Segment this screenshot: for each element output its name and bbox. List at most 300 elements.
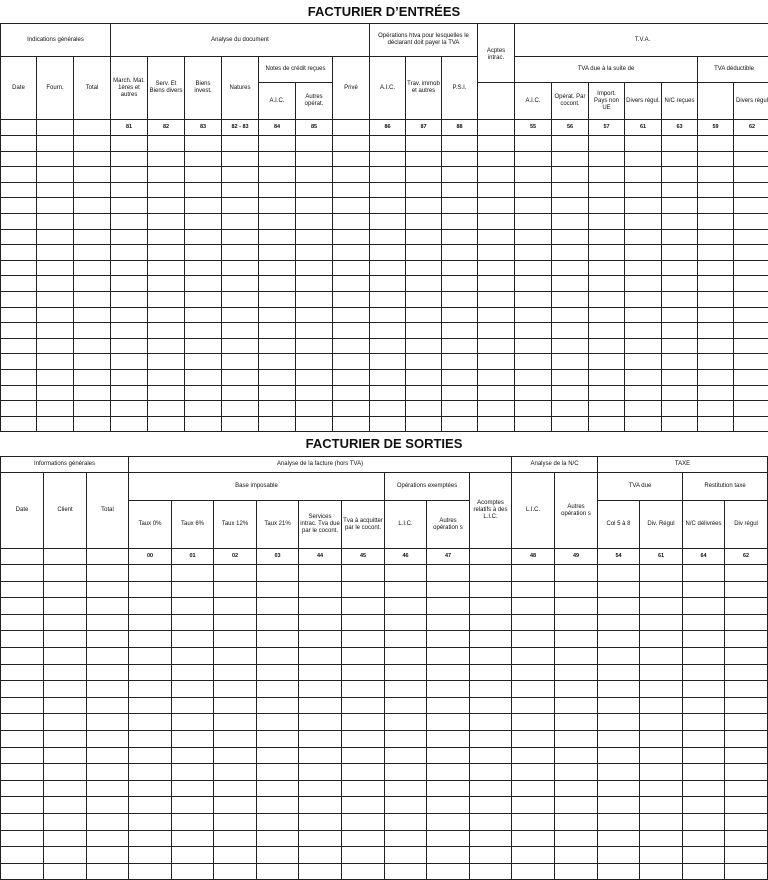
empty-cell — [598, 598, 640, 615]
empty-cell — [74, 213, 111, 229]
empty-cell — [148, 260, 185, 276]
empty-cell — [342, 797, 385, 814]
code-cell: 64 — [683, 549, 725, 565]
empty-cell — [478, 245, 515, 261]
empty-cell — [515, 416, 552, 432]
empty-cell — [296, 338, 333, 354]
empty-cell — [342, 614, 385, 631]
empty-cell — [1, 369, 37, 385]
empty-cell — [129, 764, 172, 781]
empty-cell — [1, 764, 44, 781]
empty-cell — [683, 614, 725, 631]
col-taux21: Taux 21% — [257, 501, 299, 549]
empty-cell — [172, 797, 214, 814]
empty-cell — [427, 681, 470, 698]
empty-cell — [296, 198, 333, 214]
empty-cell — [44, 647, 87, 664]
empty-cell — [515, 245, 552, 261]
empty-cell — [552, 136, 589, 152]
empty-cell — [725, 764, 768, 781]
empty-cell — [589, 307, 625, 323]
empty-cell — [725, 780, 768, 797]
empty-cell — [214, 847, 257, 864]
empty-cell — [148, 401, 185, 417]
empty-cell — [172, 813, 214, 830]
header-taxe: TAXE — [598, 457, 768, 473]
col-lic: L.I.C. — [385, 501, 427, 549]
empty-cell — [299, 830, 342, 847]
empty-cell — [725, 598, 768, 615]
empty-cell — [111, 369, 148, 385]
empty-cell — [44, 581, 87, 598]
empty-cell — [734, 198, 768, 214]
table-row — [1, 354, 768, 370]
empty-cell — [683, 581, 725, 598]
empty-cell — [333, 198, 370, 214]
empty-cell — [683, 764, 725, 781]
empty-cell — [406, 213, 442, 229]
empty-cell — [512, 714, 555, 731]
empty-cell — [698, 291, 734, 307]
empty-cell — [470, 730, 512, 747]
empty-cell — [555, 830, 598, 847]
empty-cell — [172, 764, 214, 781]
empty-cell — [598, 565, 640, 582]
empty-cell — [296, 213, 333, 229]
empty-cell — [37, 369, 74, 385]
empty-cell — [598, 614, 640, 631]
empty-cell — [370, 182, 406, 198]
code-cell: 03 — [257, 549, 299, 565]
empty-cell — [74, 416, 111, 432]
empty-cell — [640, 730, 683, 747]
empty-cell — [552, 260, 589, 276]
empty-cell — [470, 813, 512, 830]
empty-cell — [555, 598, 598, 615]
empty-cell — [589, 213, 625, 229]
empty-cell — [257, 598, 299, 615]
empty-cell — [148, 323, 185, 339]
empty-cell — [37, 323, 74, 339]
empty-cell — [87, 813, 129, 830]
empty-cell — [406, 354, 442, 370]
empty-cell — [698, 369, 734, 385]
empty-cell — [87, 797, 129, 814]
code-cell: 84 — [259, 120, 296, 136]
col-autres-operations: Autres opération s — [427, 501, 470, 549]
empty-cell — [259, 401, 296, 417]
empty-cell — [259, 369, 296, 385]
empty-cell — [299, 598, 342, 615]
empty-cell — [725, 664, 768, 681]
empty-cell — [734, 260, 768, 276]
empty-cell — [185, 182, 222, 198]
empty-cell — [259, 307, 296, 323]
empty-cell — [512, 764, 555, 781]
empty-cell — [299, 780, 342, 797]
empty-cell — [259, 182, 296, 198]
empty-cell — [515, 338, 552, 354]
empty-cell — [1, 730, 44, 747]
empty-cell — [515, 182, 552, 198]
empty-cell — [470, 697, 512, 714]
empty-cell — [44, 847, 87, 864]
header-analyse-nc: Analyse de la N/C — [512, 457, 598, 473]
table-row — [1, 276, 768, 292]
empty-cell — [1, 323, 37, 339]
empty-cell — [640, 664, 683, 681]
empty-cell — [44, 813, 87, 830]
empty-cell — [333, 136, 370, 152]
empty-cell — [662, 213, 698, 229]
empty-cell — [172, 830, 214, 847]
empty-cell — [214, 714, 257, 731]
empty-cell — [555, 565, 598, 582]
empty-cell — [74, 198, 111, 214]
empty-cell — [555, 714, 598, 731]
empty-cell — [129, 697, 172, 714]
empty-cell — [1, 681, 44, 698]
empty-cell — [172, 581, 214, 598]
empty-cell — [296, 291, 333, 307]
empty-cell — [512, 697, 555, 714]
code-cell: 56 — [552, 120, 589, 136]
empty-cell — [299, 581, 342, 598]
empty-cell — [172, 747, 214, 764]
empty-cell — [406, 338, 442, 354]
empty-cell — [512, 747, 555, 764]
empty-cell — [385, 830, 427, 847]
empty-cell — [74, 260, 111, 276]
col-date: Date — [1, 473, 44, 549]
empty-cell — [214, 681, 257, 698]
empty-cell — [406, 198, 442, 214]
empty-cell — [625, 167, 662, 183]
empty-cell — [342, 714, 385, 731]
empty-cell — [552, 291, 589, 307]
empty-cell — [148, 354, 185, 370]
empty-cell — [1, 151, 37, 167]
empty-cell — [725, 581, 768, 598]
empty-cell — [470, 797, 512, 814]
empty-cell — [214, 565, 257, 582]
empty-cell — [37, 229, 74, 245]
empty-cell — [74, 291, 111, 307]
empty-cell — [470, 681, 512, 698]
empty-cell — [37, 291, 74, 307]
code-cell: 86 — [370, 120, 406, 136]
col-tva-acquitter: Tva à acquitter par le cocont. — [342, 501, 385, 549]
empty-cell — [74, 276, 111, 292]
empty-cell — [515, 260, 552, 276]
empty-cell — [259, 167, 296, 183]
empty-cell — [385, 565, 427, 582]
empty-cell — [333, 229, 370, 245]
empty-cell — [640, 780, 683, 797]
empty-cell — [640, 747, 683, 764]
empty-cell — [552, 151, 589, 167]
empty-cell — [1, 291, 37, 307]
empty-cell — [555, 797, 598, 814]
col-total: Total — [87, 473, 129, 549]
col-aic-nc: A.I.C. — [259, 83, 296, 120]
col-prive: Privé — [333, 57, 370, 120]
empty-cell — [1, 182, 37, 198]
empty-cell — [148, 291, 185, 307]
empty-cell — [406, 369, 442, 385]
empty-cell — [698, 213, 734, 229]
empty-cell — [470, 631, 512, 648]
col-march: March. Mat. 1ères et autres — [111, 57, 148, 120]
empty-cell — [470, 614, 512, 631]
empty-cell — [598, 664, 640, 681]
empty-cell — [222, 151, 259, 167]
empty-cell — [625, 245, 662, 261]
empty-cell — [555, 581, 598, 598]
header-tva-due: TVA due — [598, 473, 683, 501]
empty-cell — [370, 136, 406, 152]
empty-cell — [87, 631, 129, 648]
empty-cell — [148, 338, 185, 354]
table-row — [1, 229, 768, 245]
empty-cell — [427, 813, 470, 830]
empty-cell — [257, 730, 299, 747]
table-row — [1, 631, 768, 648]
header-notes-credit: Notes de crédit reçues — [259, 57, 333, 83]
empty-cell — [589, 167, 625, 183]
empty-cell — [1, 416, 37, 432]
empty-cell — [725, 631, 768, 648]
empty-cell — [406, 291, 442, 307]
empty-cell — [625, 182, 662, 198]
empty-cell — [333, 291, 370, 307]
table-row — [1, 730, 768, 747]
empty-cell — [555, 764, 598, 781]
empty-cell — [552, 276, 589, 292]
empty-cell — [512, 780, 555, 797]
table-row — [1, 323, 768, 339]
empty-cell — [185, 291, 222, 307]
empty-cell — [172, 697, 214, 714]
empty-cell — [1, 565, 44, 582]
empty-cell — [185, 354, 222, 370]
col-aic: A.I.C. — [370, 57, 406, 120]
empty-cell — [214, 614, 257, 631]
empty-cell — [683, 598, 725, 615]
empty-cell — [662, 354, 698, 370]
empty-cell — [222, 213, 259, 229]
empty-cell — [222, 136, 259, 152]
empty-cell — [148, 151, 185, 167]
empty-cell — [406, 229, 442, 245]
empty-cell — [87, 714, 129, 731]
empty-cell — [683, 747, 725, 764]
empty-cell — [74, 245, 111, 261]
empty-cell — [478, 151, 515, 167]
header-tva-due: TVA due à la suite de — [515, 57, 698, 83]
code-cell: 85 — [296, 120, 333, 136]
empty-cell — [129, 598, 172, 615]
empty-cell — [662, 323, 698, 339]
empty-cell — [333, 260, 370, 276]
empty-cell — [442, 229, 478, 245]
empty-cell — [478, 167, 515, 183]
code-cell: 61 — [640, 549, 683, 565]
code-cell: 63 — [662, 120, 698, 136]
empty-cell — [725, 797, 768, 814]
empty-cell — [74, 354, 111, 370]
empty-cell — [640, 714, 683, 731]
empty-cell — [552, 182, 589, 198]
empty-cell — [385, 598, 427, 615]
empty-cell — [598, 813, 640, 830]
empty-cell — [214, 631, 257, 648]
empty-cell — [87, 581, 129, 598]
empty-cell — [299, 664, 342, 681]
empty-cell — [683, 681, 725, 698]
empty-cell — [470, 764, 512, 781]
empty-cell — [625, 198, 662, 214]
empty-cell — [598, 780, 640, 797]
empty-cell — [342, 764, 385, 781]
empty-cell — [1, 813, 44, 830]
empty-cell — [589, 182, 625, 198]
empty-cell — [385, 614, 427, 631]
table-row — [1, 581, 768, 598]
empty-cell — [725, 565, 768, 582]
empty-cell — [478, 354, 515, 370]
code-cell: 81 — [111, 120, 148, 136]
empty-cell — [299, 697, 342, 714]
col-div-regul: Div. Régul — [640, 501, 683, 549]
empty-cell — [342, 813, 385, 830]
empty-cell — [725, 813, 768, 830]
empty-cell — [427, 730, 470, 747]
empty-cell — [427, 714, 470, 731]
header-informations: Informations générales — [1, 457, 129, 473]
empty-cell — [257, 780, 299, 797]
empty-cell — [1, 354, 37, 370]
sorties-title: FACTURIER DE SORTIES — [0, 436, 768, 451]
empty-cell — [589, 416, 625, 432]
empty-cell — [296, 260, 333, 276]
empty-cell — [259, 245, 296, 261]
empty-cell — [515, 369, 552, 385]
empty-cell — [385, 697, 427, 714]
empty-cell — [470, 647, 512, 664]
empty-cell — [296, 167, 333, 183]
empty-cell — [296, 276, 333, 292]
empty-cell — [44, 797, 87, 814]
empty-cell — [185, 338, 222, 354]
empty-cell — [515, 323, 552, 339]
empty-cell — [259, 385, 296, 401]
empty-cell — [222, 245, 259, 261]
table-row — [1, 338, 768, 354]
empty-cell — [74, 338, 111, 354]
code-cell: 82 — [148, 120, 185, 136]
header-operations-exemptees: Opérations exemptées — [385, 473, 470, 501]
col-div-regul2: Div régul — [725, 501, 768, 549]
empty-cell — [299, 681, 342, 698]
code-cell: 49 — [555, 549, 598, 565]
empty-cell — [598, 730, 640, 747]
empty-cell — [734, 213, 768, 229]
empty-cell — [589, 369, 625, 385]
empty-cell — [555, 747, 598, 764]
empty-cell — [37, 213, 74, 229]
header-restitution: Restitution taxe — [683, 473, 768, 501]
empty-cell — [734, 307, 768, 323]
empty-cell — [299, 847, 342, 864]
empty-cell — [37, 151, 74, 167]
empty-cell — [385, 714, 427, 731]
empty-cell — [478, 338, 515, 354]
empty-cell — [342, 681, 385, 698]
empty-cell — [662, 338, 698, 354]
empty-cell — [698, 385, 734, 401]
empty-cell — [640, 581, 683, 598]
empty-cell — [442, 276, 478, 292]
empty-cell — [44, 614, 87, 631]
empty-cell — [1, 830, 44, 847]
empty-cell — [698, 229, 734, 245]
code-cell: 57 — [589, 120, 625, 136]
empty-cell — [470, 714, 512, 731]
empty-cell — [342, 581, 385, 598]
table-row — [1, 747, 768, 764]
empty-cell — [185, 151, 222, 167]
empty-cell — [87, 697, 129, 714]
table-row — [1, 369, 768, 385]
empty-cell — [87, 830, 129, 847]
empty-cell — [442, 416, 478, 432]
empty-cell — [370, 151, 406, 167]
empty-cell — [512, 581, 555, 598]
empty-cell — [111, 198, 148, 214]
empty-cell — [129, 780, 172, 797]
empty-cell — [342, 647, 385, 664]
empty-cell — [1, 598, 44, 615]
code-cell: 01 — [172, 549, 214, 565]
empty-cell — [589, 323, 625, 339]
col-col5a8: Col 5 à 8 — [598, 501, 640, 549]
empty-cell — [111, 167, 148, 183]
empty-cell — [333, 151, 370, 167]
header-analyse-facture: Analyse de la facture (hors TVA) — [129, 457, 512, 473]
empty-cell — [172, 780, 214, 797]
empty-cell — [333, 167, 370, 183]
empty-cell — [44, 697, 87, 714]
empty-cell — [299, 813, 342, 830]
empty-cell — [222, 323, 259, 339]
empty-cell — [257, 614, 299, 631]
empty-cell — [427, 830, 470, 847]
empty-cell — [370, 323, 406, 339]
empty-cell — [515, 291, 552, 307]
empty-cell — [427, 847, 470, 864]
empty-cell — [442, 136, 478, 152]
empty-cell — [598, 647, 640, 664]
table-row — [1, 182, 768, 198]
table-row — [1, 401, 768, 417]
empty-cell — [662, 167, 698, 183]
empty-cell — [74, 385, 111, 401]
empty-cell — [683, 813, 725, 830]
empty-cell — [74, 229, 111, 245]
empty-cell — [296, 369, 333, 385]
empty-cell — [111, 291, 148, 307]
